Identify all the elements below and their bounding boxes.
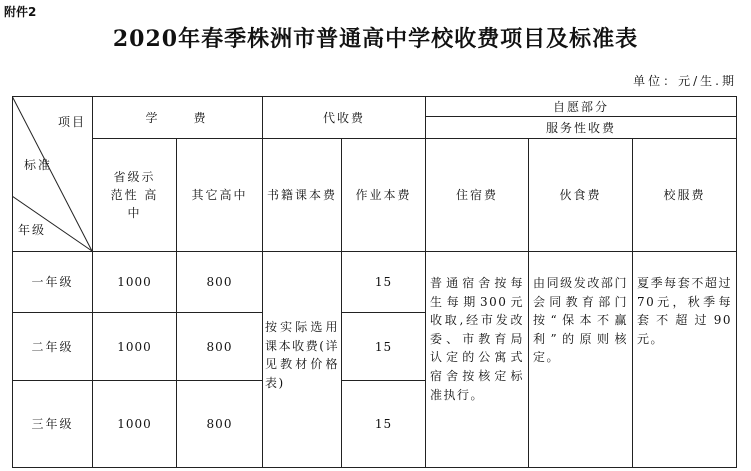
row-2-grade: 二年级 — [31, 339, 74, 354]
meal-fee-note: 由同级发改部门会同教育部门按“保本不赢利”的原则核定。 — [533, 276, 628, 365]
header-tuition-other: 其它高中 — [191, 188, 248, 202]
header-workbook-fee: 作业本费 — [355, 188, 412, 202]
header-meal-fee: 伙食费 — [559, 188, 602, 202]
corner-grade-label: 年级 — [18, 223, 47, 237]
header-service-fees: 服务性收费 — [545, 120, 616, 135]
row-3-workbook-fee: 15 — [374, 417, 393, 431]
attachment-label: 附件2 — [4, 5, 37, 19]
header-voluntary: 自愿部分 — [552, 99, 609, 114]
row-3-other-fee: 800 — [206, 417, 233, 431]
header-uniform-fee: 校服费 — [663, 188, 706, 202]
row-2-workbook-fee: 15 — [374, 339, 393, 354]
fee-table — [12, 96, 737, 468]
unit-note: 单位：元/生.期 — [633, 74, 737, 88]
header-textbook-fee: 书籍课本费 — [266, 188, 337, 202]
header-collected-fees: 代收费 — [322, 110, 365, 125]
header-tuition-demo: 省级示范性 高 中 — [110, 170, 159, 220]
header-tuition: 学 费 — [145, 110, 210, 125]
table-border-right — [736, 96, 737, 468]
row-1-demo-fee: 1000 — [117, 275, 152, 289]
uniform-fee-note: 夏季每套不超过70元，秋季每套不超过90元。 — [637, 276, 732, 346]
row-1-grade: 一年级 — [31, 275, 74, 289]
row-2-demo-fee: 1000 — [117, 339, 152, 354]
row-2-other-fee: 800 — [206, 339, 233, 354]
table-border-bottom — [12, 467, 737, 468]
row-1-other-fee: 800 — [206, 275, 233, 289]
header-dorm-fee: 住宿费 — [455, 188, 498, 202]
row-3-grade: 三年级 — [31, 417, 74, 431]
page-title: 2020年春季株洲市普通高中学校收费项目及标准表 — [112, 26, 639, 52]
corner-item-label: 项目 — [58, 115, 87, 129]
row-3-demo-fee: 1000 — [117, 417, 152, 431]
dorm-fee-note: 普通宿舍按每生每期300元收取,经市发改委、市教育局认定的公寓式宿舍按核定标准执行。 — [430, 276, 524, 402]
row-1-workbook-fee: 15 — [374, 275, 393, 289]
textbook-fee-note: 按实际选用课本收费(详见教材价格表) — [265, 320, 339, 390]
corner-standard-label: 标准 — [24, 158, 53, 172]
